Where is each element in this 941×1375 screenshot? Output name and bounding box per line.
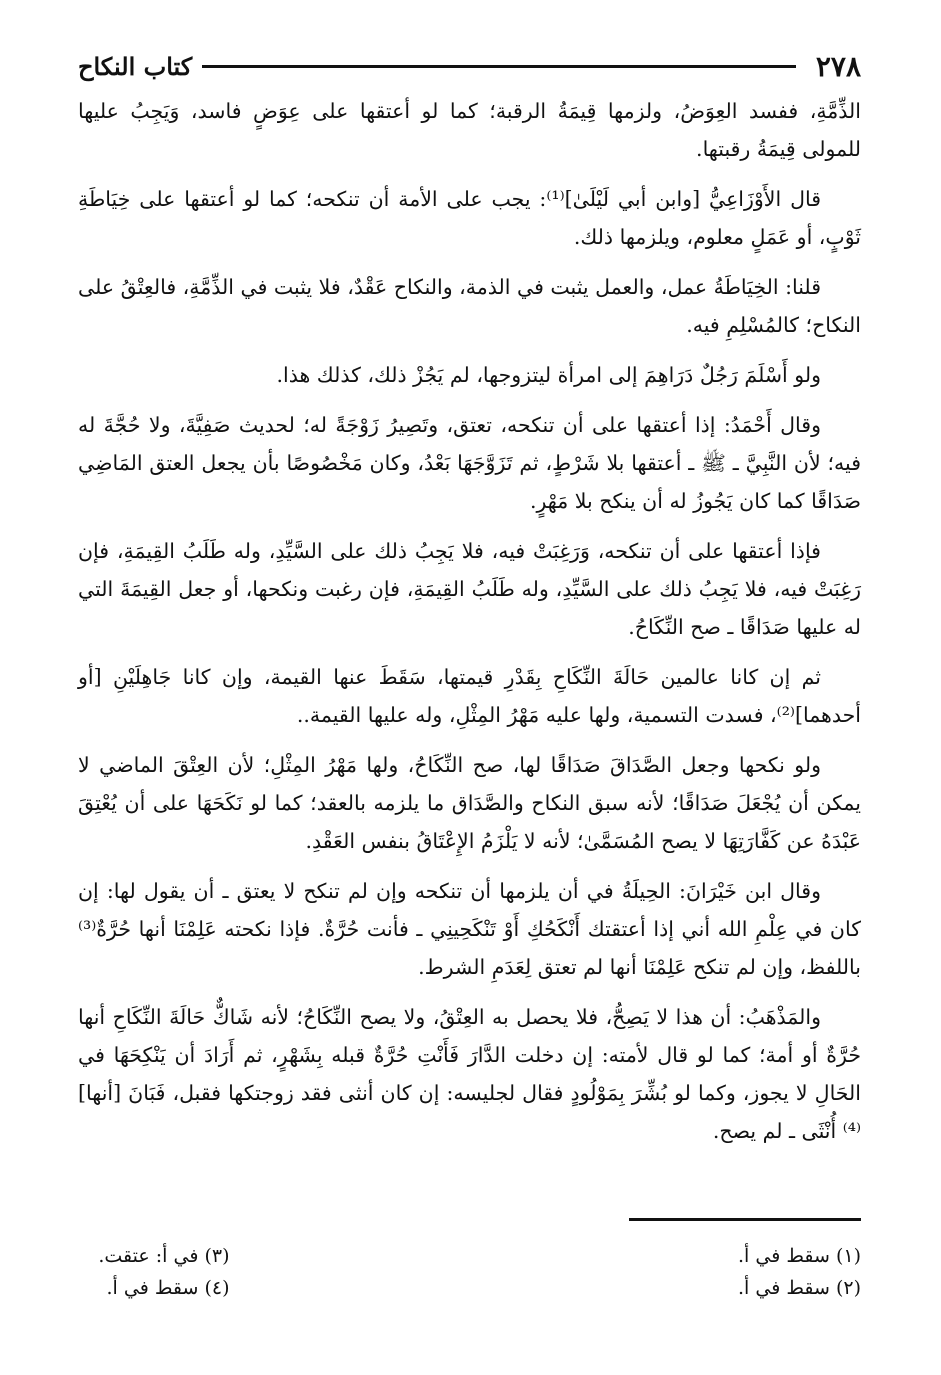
paragraph: ولو أَسْلَمَ رَجُلٌ دَرَاهِمَ إلى امرأة ليتزوجها، لم يَجُزْ ذلك، كذلك هذا. xyxy=(276,363,821,387)
header-rule xyxy=(202,65,796,68)
main-text xyxy=(78,92,861,1162)
footnote: (٢) سقط في أ. xyxy=(738,1277,861,1299)
footnote: (٤) سقط في أ. xyxy=(106,1277,230,1299)
page-number: ٢٧٨ xyxy=(815,49,861,83)
footnotes xyxy=(78,1240,861,1304)
footnote-column xyxy=(78,1240,470,1304)
paragraph: قال الأَوْزَاعِيُّ [وابن أبي لَيْلَىٰ]⁽¹⁾: يجب على الأمة أن تنكحه؛ كما لو أعتقها على خِيَاطَةِ ثَوْبٍ، أو عَمَلٍ معلوم، ويلزمها ذلك. xyxy=(78,187,861,249)
paragraph: فإذا أعتقها على أن تنكحه، وَرَغِبَتْ فيه، فلا يَجِبُ ذلك على السَّيِّدِ، وله طَلَبُ القِيمَةِ، فإن رَغِبَتْ فيه، فلا يَجِبُ ذلك على السَّيِّدِ، وله طَلَبُ القِيمَةِ، فإن رغبت ونكحها، أو جعل القِيمَةَ التي له عليها صَدَاقًا ـ صح النِّكَاحُ. xyxy=(78,539,861,639)
paragraph: وقال ابن خَيْرَانَ: الحِيلَةُ في أن يلزمها أن تنكحه وإن لم تنكح لا يعتق ـ أن يقول لها: إن كان في عِلْمِ الله أني إذا أعتقتك أَنْكَحُكِ أَوْ تَنْكَحِينِي ـ فأنت حُرَّةٌ. فإذا نكحته عَلِمْنَا أنها حُرَّةٌ⁽³⁾ باللفظ، وإن لم تنكح عَلِمْنَا أنها لم تعتق لِعَدَمِ الشرط. xyxy=(78,879,861,979)
paragraph: وقال أَحْمَدُ: إذا أعتقها على أن تنكحه، تعتق، وتَصِيرُ زَوْجَةً له؛ لحديث صَفِيَّةَ، ولا حُجَّةَ له فيه؛ لأن النَّبِيَّ ـ ﷺ ـ أعتقها بلا شَرْطٍ، ثم تَزَوَّجَهَا بَعْدُ، وكان مَخْصُوصًا بأن يجعل العتق المَاضِي صَدَاقًا كما كان يَجُوزُ له أن ينكح بلا مَهْرٍ. xyxy=(78,413,861,513)
footnote-column xyxy=(470,1240,862,1304)
paragraph: ولو نكحها وجعل الصَّدَاقَ صَدَاقًا لها، صح النِّكَاحُ، ولها مَهْرُ المِثْلِ؛ لأن العِتْقَ الماضي لا يمكن أن يُجْعَلَ صَدَاقًا؛ لأنه سبق النكاح والصَّدَاق ما يلزمه بالعقد؛ كما لو نَكَحَهَا على أن يُعْتِقَ عَبْدَهُ عن كَفَّارَتِهَا لا يصح المُسَمَّىٰ؛ لأنه لا يَلْزَمُ الإِعْتَاقُ بنفس العَقْدِ. xyxy=(78,753,861,853)
footnote: (٣) في أ: عتقت. xyxy=(98,1245,230,1267)
paragraph: ثم إن كانا عالمين حَالَةَ النِّكَاحِ بِقَدْرِ قيمتها، سَقَطَ عنها القيمة، وإن كانا جَاهِلَيْنِ [أو أحدهما]⁽²⁾، فسدت التسمية، ولها عليه مَهْرُ المِثْلِ، وله عليها القيمة.. xyxy=(78,665,861,727)
paragraph: الذِّمَّةِ، ففسد العِوَضُ، ولزمها قِيمَةُ الرقبة؛ كما لو أعتقها على عِوَضٍ فاسد، وَيَجِبُ عليها للمولى قِيمَةُ رقبتها. xyxy=(78,99,861,161)
paragraph: والمَذْهَبُ: أن هذا لا يَصِحُّ، فلا يحصل به العِتْقُ، ولا يصح النِّكَاحُ؛ لأنه شَاكٌّ حَالَةَ النِّكَاحِ أنها حُرَّةٌ أو أمة؛ كما لو قال لأمته: إن دخلت الدَّارَ فَأَنْتِ حُرَّةٌ قبله بِشَهْرٍ، ثم أَرَادَ أن يَنْكِحَهَا في الحَالِ لا يجوز، وكما لو بُشِّرَ بِمَوْلُودٍ فقال لجليسه: إن كان أنثى فقد زوجتكها فقبل، فَبَانَ [أنها]⁽⁴⁾ أُنْثَى ـ لم يصح. xyxy=(78,1005,861,1143)
paragraph: قلنا: الخِيَاطَةُ عمل، والعمل يثبت في الذمة، والنكاح عَقْدٌ، فلا يثبت في الذِّمَّةِ، فالعِتْقُ على النكاح؛ كالمُسْلِمِ فيه. xyxy=(78,275,861,337)
footnote-rule xyxy=(629,1218,861,1221)
page-header xyxy=(78,46,861,86)
footnote: (١) سقط في أ. xyxy=(738,1245,861,1267)
book-title: كتاب النكاح xyxy=(78,51,193,81)
